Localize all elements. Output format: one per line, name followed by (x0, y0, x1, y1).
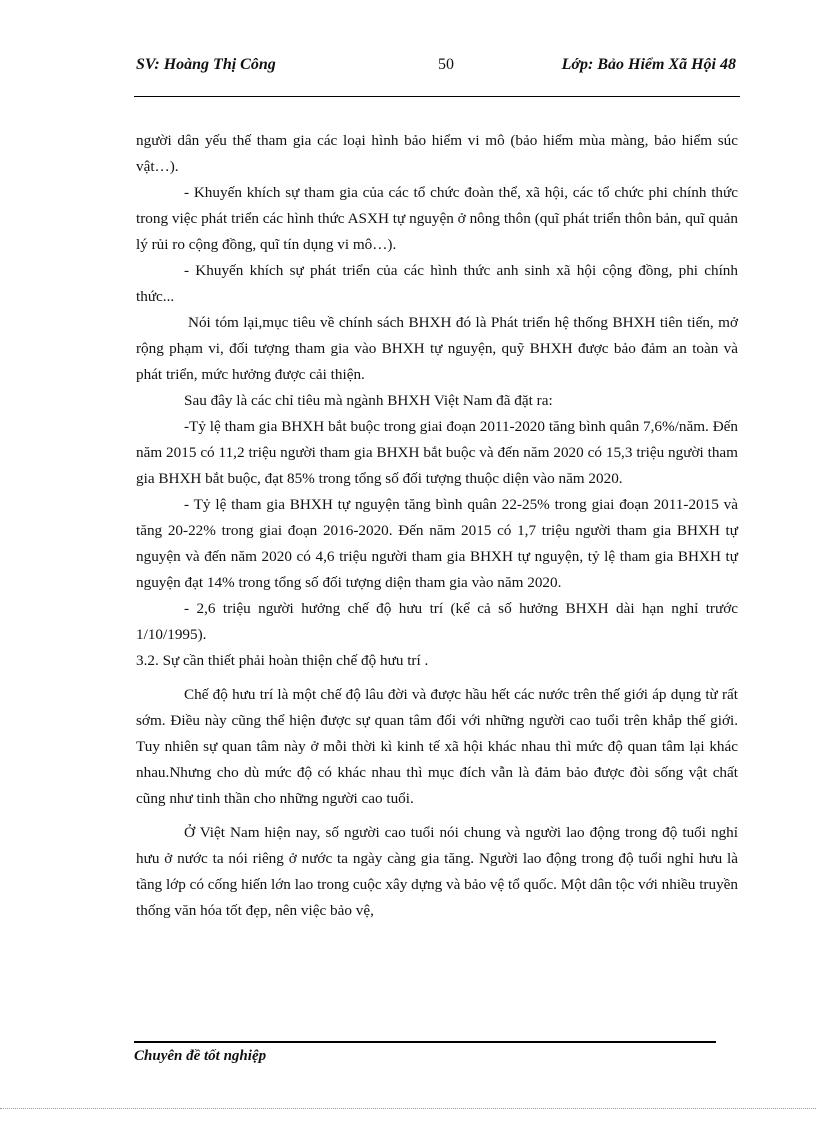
class-name: Lớp: Bảo Hiểm Xã Hội 48 (561, 56, 736, 73)
paragraph: -Tỷ lệ tham gia BHXH bắt buộc trong giai đoạn 2011-2020 tăng bình quân 7,6%/năm. Đến năm 2015 có 11,2 triệu người tham gia BHXH bắt buộc và đến năm 2020 có 15,3 triệu người tham gia BHXH bắt buộc, đạt 85% trong tổng số đối tượng thuộc diện vào năm 2020. (136, 418, 738, 487)
page-number: 50 (438, 56, 454, 73)
paragraph: - 2,6 triệu người hưởng chế độ hưu trí (kể cả số hưởng BHXH dài hạn nghỉ trước 1/10/1995). (136, 600, 738, 643)
document-body (136, 128, 738, 924)
paragraph: - Khuyến khích sự tham gia của các tổ chức đoàn thể, xã hội, các tổ chức phi chính thức trong việc phát triển các hình thức ASXH tự nguyện ở nông thôn (quĩ phát triển thôn bản, quĩ quản lý rủi ro cộng đồng, quĩ tín dụng vi mô…). (136, 184, 738, 253)
paragraph: Nói tóm lại,mục tiêu về chính sách BHXH đó là Phát triển hệ thống BHXH tiên tiến, mở rộng phạm vi, đối tượng tham gia vào BHXH tự nguyện, quỹ BHXH được bảo đảm an toàn và phát triển, mức hưởng được cải thiện. (136, 314, 738, 383)
paragraph: - Tỷ lệ tham gia BHXH tự nguyện tăng bình quân 22-25% trong giai đoạn 2011-2015 và tăng 20-22% trong giai đoạn 2016-2020. Đến năm 2015 có 1,7 triệu người tham gia BHXH tự nguyện và đến năm 2020 có 4,6 triệu người tham gia BHXH tự nguyện, tỷ lệ tham gia BHXH tự nguyện đạt 14% trong tổng số đối tượng diện tham gia vào năm 2020. (136, 496, 738, 591)
header-divider (134, 96, 740, 97)
page-footer: Chuyên đề tốt nghiệp (134, 1048, 267, 1064)
paragraph: người dân yếu thế tham gia các loại hình bảo hiểm vi mô (bảo hiểm mùa màng, bảo hiểm súc vật…). (136, 132, 738, 175)
paragraph: - Khuyến khích sự phát triển của các hình thức anh sinh xã hội cộng đồng, phi chính thức... (136, 262, 738, 305)
paragraph: Chế độ hưu trí là một chế độ lâu đời và được hầu hết các nước trên thế giới áp dụng từ rất sớm. Điều này cũng thể hiện được sự quan tâm đối với những người cao tuổi trên khắp thế giới. Tuy nhiên sự quan tâm này ở mỗi thời kì kinh tế xã hội khác nhau thì mức độ quan tâm lại khác nhau.Nhưng cho dù mức độ có khác nhau thì mục đích vẫn là đảm bảo được đòi sống vật chất cũng như tinh thần cho những người cao tuổi. (136, 686, 738, 807)
student-name: SV: Hoàng Thị Công (136, 56, 276, 73)
section-heading: 3.2. Sự cần thiết phải hoàn thiện chế độ hưu trí . (136, 652, 429, 669)
page-bottom-dotted-line (0, 1108, 816, 1109)
page-header (134, 56, 740, 80)
footer-divider (134, 1041, 716, 1043)
paragraph: Sau đây là các chỉ tiêu mà ngành BHXH Việt Nam đã đặt ra: (184, 392, 553, 409)
paragraph: Ở Việt Nam hiện nay, số người cao tuổi nói chung và người lao động trong độ tuổi nghỉ hưu ở nước ta nói riêng ở nước ta ngày càng gia tăng. Người lao động trong độ tuổi nghỉ hưu là tầng lớp có cống hiến lớn lao trong cuộc xây dựng và bảo vệ tổ quốc. Một dân tộc với nhiều truyền thống văn hóa tốt đẹp, nên việc bảo vệ, (136, 824, 738, 919)
